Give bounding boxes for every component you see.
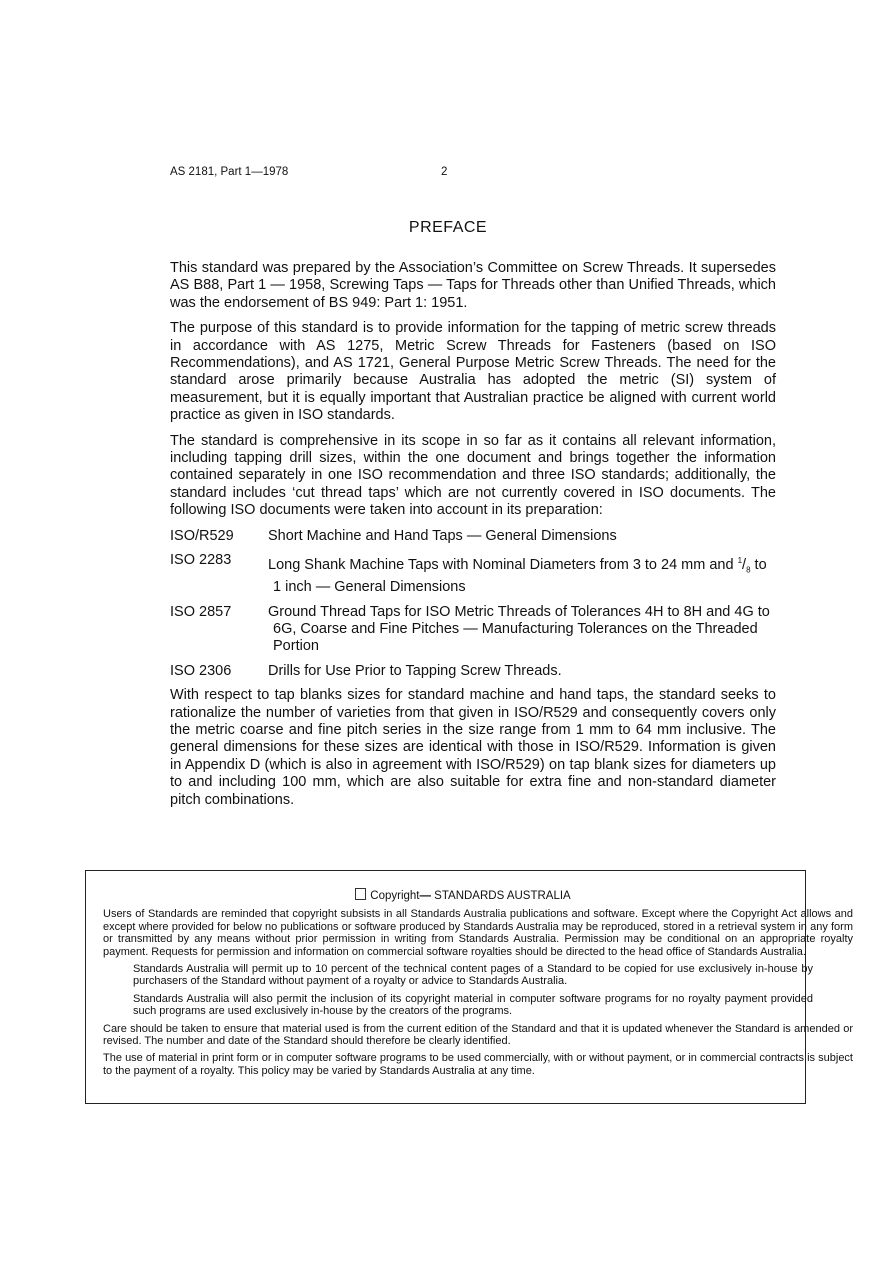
- fraction-numerator: 1: [737, 556, 743, 566]
- iso-list-item: [170, 663, 776, 680]
- copyright-heading-label: Copyright: [370, 890, 420, 902]
- copyright-heading-dash: —: [419, 890, 431, 902]
- iso-title: Ground Thread Taps for ISO Metric Threads of Tolerances 4H to 8H and 4G to 6G, Coarse and Fine Pitches — Manufacturing Tolerances on the Threaded Portion: [268, 603, 770, 655]
- iso-code: ISO/R529: [170, 527, 234, 544]
- copyright-heading: [103, 888, 823, 902]
- iso-title: Drills for Use Prior to Tapping Screw Threads.: [268, 662, 562, 679]
- preface-body: [170, 260, 776, 817]
- page-title: PREFACE: [408, 219, 488, 236]
- iso-code: ISO 2283: [170, 552, 232, 569]
- iso-list-item: [170, 528, 776, 545]
- copyright-paragraph: Care should be taken to ensure that material used is from the current edition of the Standard and that it is updated whenever the Standard is amended or revised. The number and date of the Standard should therefore be clearly identified.: [103, 1022, 853, 1048]
- iso-list-item: [170, 552, 776, 597]
- iso-list-item: [170, 604, 776, 656]
- iso-title: Long Shank Machine Taps with Nominal Diameters from 3 to 24 mm and $^1/_8$ to 1 inch — General Dimensions: [268, 556, 767, 596]
- copyright-notice-box: [85, 870, 853, 1104]
- fraction-denominator: 8: [746, 565, 751, 575]
- iso-title-part-a: Long Shank Machine Taps with Nominal Diameters from 3 to 24 mm and: [268, 556, 738, 573]
- copyright-paragraph: Standards Australia will permit up to 10 percent of the technical content pages of a Standard to be copied for use exclusively in-house by purchasers of the Standard without payment of a royalty or advice to Standards Australia.: [133, 963, 813, 988]
- page-number: 2: [441, 166, 448, 178]
- iso-document-list: [170, 528, 776, 681]
- paragraph-4: With respect to tap blanks sizes for standard machine and hand taps, the standard seeks to rationalize the number of varieties from that given in ISO/R529 and consequently covers only the metric coarse and fine pitch series in the size range from 1 mm to 64 mm inclusive. The general dimensions for these sizes are identical with those in ISO/R529. Information is given in Appendix D (which is also in agreement with ISO/R529) on tap blank sizes for diameters up to and including 100 mm, which are also suitable for extra fine and non-standard diameter pitch combinations.: [170, 687, 776, 808]
- paragraph-3: The standard is comprehensive in its scope in so far as it contains all relevant information, including tapping drill sizes, within the one document and brings together the information contained separately in one ISO recommendation and three ISO standards; additionally, the standard includes ‘cut thread taps’ which are not currently covered in ISO documents. The following ISO documents were taken into account in its preparation:: [170, 432, 776, 519]
- paragraph-1: This standard was prepared by the Association’s Committee on Screw Threads. It supersedes AS B88, Part 1 — 1958, Screwing Taps — Taps for Threads other than Unified Threads, which was the endorsement of BS 949: Part 1: 1951.: [170, 260, 776, 311]
- copyright-paragraph: Standards Australia will also permit the inclusion of its copyright material in computer software programs for no royalty payment provided such programs are used exclusively in-house by the creators of the programs.: [133, 992, 813, 1018]
- copyright-paragraph: Users of Standards are reminded that copyright subsists in all Standards Australia publications and software. Except where the Copyright Act allows and except where provided for below no publications or software produced by Standards Australia may be reproduced, stored in a retrieval system in any form or transmitted by any means without prior permission in writing from Standards Australia. Permission may be conditional on an appropriate royalty payment. Requests for permission and information on commercial software royalties should be directed to the head office of Standards Australia.: [103, 908, 853, 958]
- copyright-content: [103, 888, 853, 1082]
- iso-title: Short Machine and Hand Taps — General Dimensions: [268, 527, 617, 544]
- copyright-paragraph: The use of material in print form or in computer software programs to be used commercially, with or without payment, or in commercial contracts is subject to the payment of a royalty. This policy may be varied by Standards Australia at any time.: [103, 1052, 853, 1077]
- paragraph-2: The purpose of this standard is to provide information for the tapping of metric screw threads in accordance with AS 1275, Metric Screw Threads for Fasteners (based on ISO Recommendations), and AS 1721, General Purpose Metric Screw Threads. The need for the standard arose primarily because Australia has adopted the metric (SI) system of measurement, but it is equally important that Australian practice be aligned with current world practice as given in ISO standards.: [170, 320, 776, 424]
- iso-title-part-b: to 1 inch — General Dimensions: [273, 556, 767, 596]
- iso-code: ISO 2857: [170, 603, 232, 620]
- document-id: AS 2181, Part 1—1978: [170, 166, 289, 178]
- iso-code: ISO 2306: [170, 662, 232, 679]
- copyright-heading-org: STANDARDS AUSTRALIA: [430, 890, 571, 902]
- copyright-symbol-icon: [355, 888, 366, 900]
